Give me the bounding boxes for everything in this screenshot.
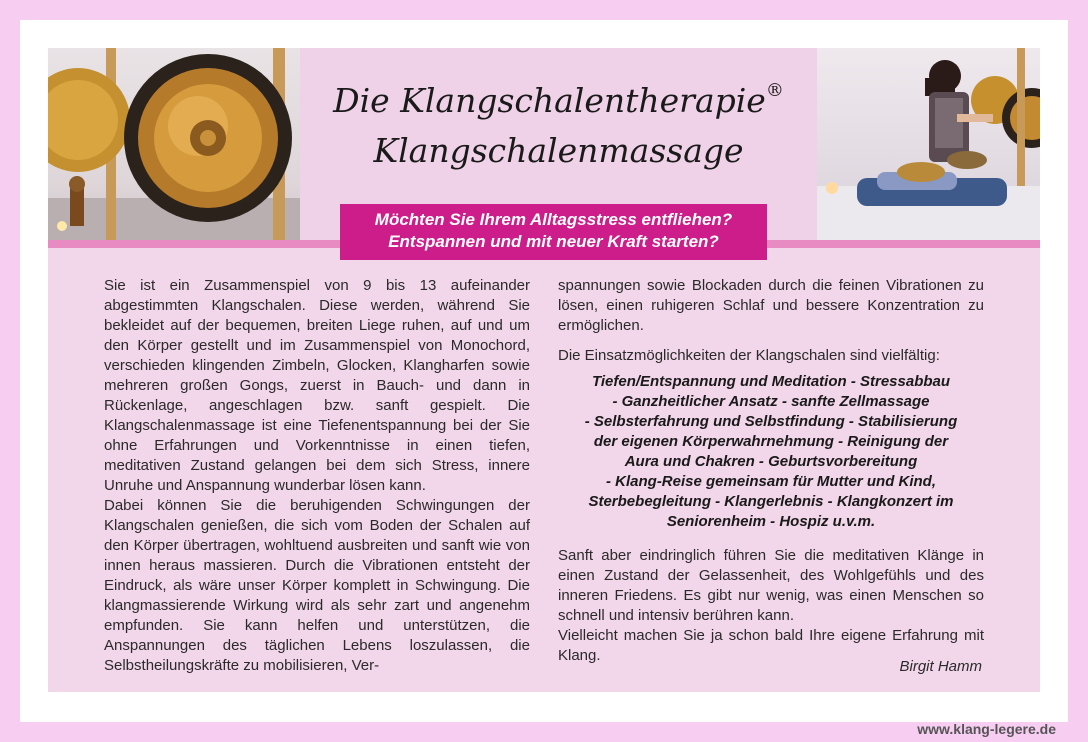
uses-line: Aura und Chakren - Geburtsvorbereitung xyxy=(624,453,918,470)
massage-photo xyxy=(817,48,1040,240)
right-text-column xyxy=(558,276,984,666)
gong-photo xyxy=(48,48,300,240)
right-paragraph-1: spannungen sowie Blockaden durch die feinen Vibrationen zu lösen, einen ruhigeren Schlaf und bessere Konzentration zu ermöglichen. xyxy=(558,277,984,334)
website-link[interactable]: www.klang-legere.de xyxy=(917,721,1056,737)
massage-illustration xyxy=(817,48,1040,240)
title-line-1 xyxy=(300,76,817,126)
uses-list xyxy=(558,372,984,532)
right-paragraph-3: Sanft aber eindringlich führen Sie die meditativen Klänge in einen Zustand der Gelassenheit, des Wohlgefühls und des inneren Friedens. Es gibt nur wenig, was einen Menschen so schnell und intensiv berühren kann. xyxy=(558,547,984,624)
title-line-2: Klangschalenmassage xyxy=(373,131,744,170)
uses-line: Sterbebegleitung - Klangerlebnis - Klangkonzert im xyxy=(588,493,954,510)
slogan-box xyxy=(340,204,767,260)
left-paragraph-1: Sie ist ein Zusammenspiel von 9 bis 13 aufeinander abgestimmten Klangschalen. Diese werden, während Sie bekleidet auf der bequemen, breiten Liege ruhen, auf und um den Körper gestellt und im Zusammenspiel von Monochord, verschieden klingenden Zimbeln, Glocken, Klangharfen sowie mehreren großen Gongs, zuerst in Bauch- und dann in Rückenlage, angeschlagen bzw. sanft gespielt. Die Klangschalenmassage ist eine Tiefenentspannung bei der Sie ohne Erfahrungen und Vorkenntnisse in einen tiefen, meditativen Zustand gelangen bei dem sich Stress, innere Unruhe und Anspannung wunderbar lösen kann. xyxy=(104,277,530,494)
left-text-column xyxy=(104,276,530,676)
slogan-line-2: Entspannen und mit neuer Kraft starten? xyxy=(388,232,719,251)
registered-mark: ® xyxy=(765,80,784,101)
uses-line: der eigenen Körperwahrnehmung - Reinigung der xyxy=(593,433,949,450)
slogan-line-1: Möchten Sie Ihrem Alltagsstress entfliehen? xyxy=(374,210,733,229)
author-signature: Birgit Hamm xyxy=(899,658,982,675)
left-paragraph-2: Dabei können Sie die beruhigenden Schwingungen der Klangschalen genießen, die sich vom Boden der Schalen auf den Körper übertragen, wohltuend ausbreiten und sanft wie von innen heraus massieren. Durch die Vibrationen entsteht der Eindruck, als wäre unser Körper komplett in Schwingung. Die klangmassierende Wirkung wird als sehr zart und angenehm empfunden. Sie kann helfen und unterstützen, die Anspannungen des täglichen Lebens loszulassen, die Selbstheilungskräfte zu mobilisieren, Ver- xyxy=(104,497,530,674)
right-paragraph-4: Vielleicht machen Sie ja schon bald Ihre eigene Erfahrung mit Klang. xyxy=(558,627,984,664)
title-text-1: Die Klangschalentherapie xyxy=(333,81,766,120)
page-title xyxy=(300,76,817,176)
uses-line: - Selbsterfahrung und Selbstfindung - Stabilisierung xyxy=(584,413,958,430)
gong-illustration xyxy=(48,48,300,240)
uses-line: Seniorenheim - Hospiz u.v.m. xyxy=(666,513,876,530)
uses-line: Tiefen/Entspannung und Meditation - Stressabbau xyxy=(591,373,951,390)
uses-intro: Die Einsatzmöglichkeiten der Klangschalen sind vielfältig: xyxy=(558,347,940,364)
uses-line: - Klang-Reise gemeinsam für Mutter und Kind, xyxy=(605,473,937,490)
uses-line: - Ganzheitlicher Ansatz - sanfte Zellmassage xyxy=(612,393,930,410)
